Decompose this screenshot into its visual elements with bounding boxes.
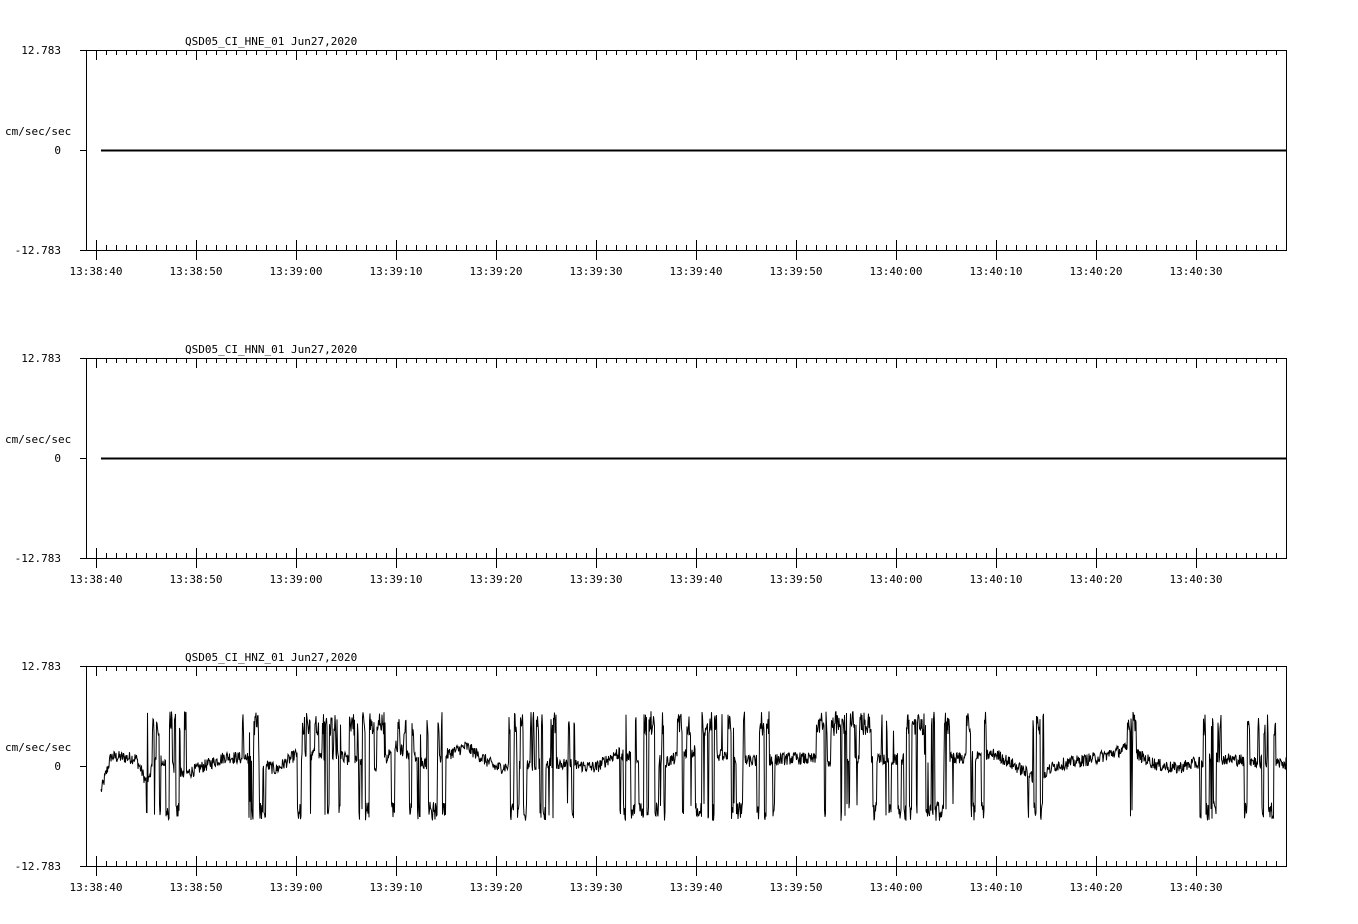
- x-tick-label: 13:39:00: [269, 265, 323, 278]
- seismogram-panel-1: [5, 35, 1287, 278]
- x-tick-label: 13:39:40: [669, 265, 723, 278]
- y-axis-label: cm/sec/sec: [5, 741, 72, 754]
- x-tick-label: 13:40:00: [869, 573, 923, 586]
- trace-hnz: [101, 711, 1286, 820]
- y-tick-label: 12.783: [21, 44, 61, 57]
- x-tick-label: 13:38:50: [169, 881, 223, 894]
- y-tick-label: -12.783: [14, 860, 61, 873]
- y-axis-label: cm/sec/sec: [5, 125, 72, 138]
- x-tick-label: 13:39:50: [769, 573, 823, 586]
- x-tick-label: 13:38:50: [169, 573, 223, 586]
- x-tick-label: 13:39:20: [469, 573, 523, 586]
- y-tick-label: 0: [54, 144, 61, 157]
- y-tick-label: 0: [54, 452, 61, 465]
- x-tick-label: 13:39:20: [469, 881, 523, 894]
- x-tick-label: 13:38:40: [69, 265, 123, 278]
- x-tick-label: 13:40:20: [1069, 881, 1123, 894]
- x-tick-label: 13:40:10: [969, 265, 1023, 278]
- panel-title: QSD05_CI_HNN_01 Jun27,2020: [185, 343, 358, 356]
- y-axis-label: cm/sec/sec: [5, 433, 72, 446]
- x-tick-label: 13:40:00: [869, 265, 923, 278]
- y-tick-label: 0: [54, 760, 61, 773]
- x-tick-label: 13:39:10: [369, 265, 423, 278]
- x-tick-label: 13:40:10: [969, 881, 1023, 894]
- x-tick-label: 13:40:20: [1069, 265, 1123, 278]
- x-tick-label: 13:39:20: [469, 265, 523, 278]
- x-tick-label: 13:38:50: [169, 265, 223, 278]
- x-tick-label: 13:39:00: [269, 573, 323, 586]
- x-tick-label: 13:39:30: [569, 573, 623, 586]
- y-tick-label: 12.783: [21, 660, 61, 673]
- seismogram-panel-3: [5, 651, 1287, 894]
- x-tick-label: 13:39:00: [269, 881, 323, 894]
- x-tick-label: 13:39:10: [369, 881, 423, 894]
- x-tick-label: 13:39:40: [669, 881, 723, 894]
- x-tick-label: 13:40:30: [1169, 573, 1223, 586]
- seismogram-panel-2: [5, 343, 1287, 586]
- x-tick-label: 13:39:40: [669, 573, 723, 586]
- x-tick-label: 13:38:40: [69, 881, 123, 894]
- y-tick-label: -12.783: [14, 552, 61, 565]
- x-tick-label: 13:38:40: [69, 573, 123, 586]
- x-tick-label: 13:40:00: [869, 881, 923, 894]
- x-tick-label: 13:40:20: [1069, 573, 1123, 586]
- x-tick-label: 13:39:30: [569, 881, 623, 894]
- x-tick-label: 13:40:30: [1169, 265, 1223, 278]
- y-tick-label: 12.783: [21, 352, 61, 365]
- x-tick-label: 13:39:50: [769, 881, 823, 894]
- x-tick-label: 13:40:30: [1169, 881, 1223, 894]
- y-tick-label: -12.783: [14, 244, 61, 257]
- panel-title: QSD05_CI_HNZ_01 Jun27,2020: [185, 651, 358, 664]
- x-tick-label: 13:40:10: [969, 573, 1023, 586]
- x-tick-label: 13:39:10: [369, 573, 423, 586]
- panel-title: QSD05_CI_HNE_01 Jun27,2020: [185, 35, 358, 48]
- x-tick-label: 13:39:30: [569, 265, 623, 278]
- x-tick-label: 13:39:50: [769, 265, 823, 278]
